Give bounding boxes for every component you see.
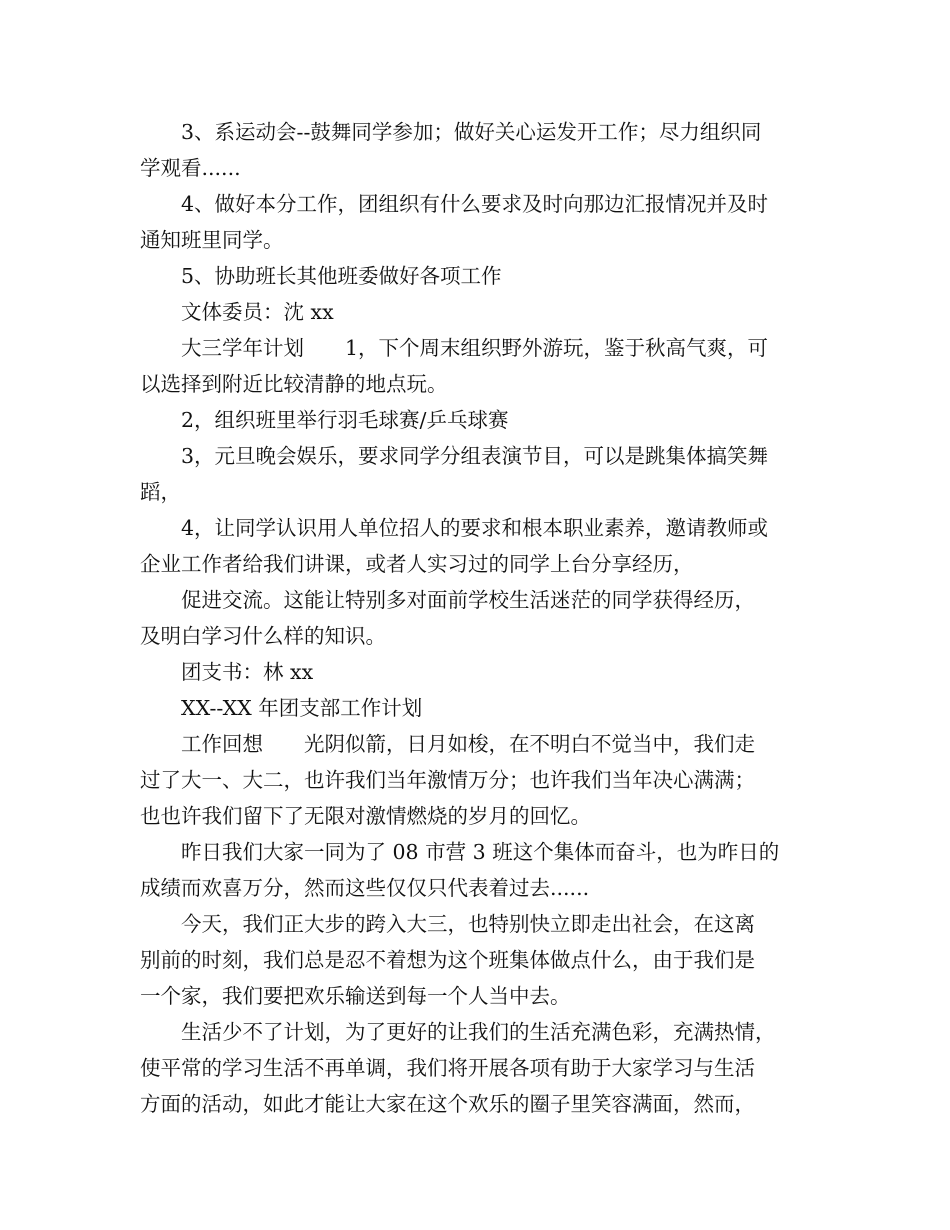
text-line: 生活少不了计划，为了更好的让我们的生活充满色彩，充满热情， [181,1020,776,1044]
document-body [140,114,820,1122]
text-line: 一个家，我们要把欢乐输送到每一个人当中去。 [140,984,571,1008]
text-line: 别前的时刻，我们总是忍不着想为这个班集体做点什么，由于我们是 [140,948,755,972]
paragraph [140,510,820,582]
text-line: 大三学年计划 1，下个周末组织野外游玩，鉴于秋高气爽，可 [181,336,769,360]
text-line: 促进交流。这能让特别多对面前学校生活迷茫的同学获得经历， [181,588,755,612]
text-line: 5、协助班长其他班委做好各项工作 [181,264,502,288]
text-line: 过了大一、大二，也许我们当年激情万分；也许我们当年决心满满； [140,768,755,792]
paragraph [140,330,820,402]
text-line: 也也许我们留下了无限对激情燃烧的岁月的回忆。 [140,804,591,828]
text-line: 以选择到附近比较清静的地点玩。 [140,372,448,396]
text-line: 2，组织班里举行羽毛球赛/乒乓球赛 [181,408,509,432]
paragraph [140,582,820,654]
paragraph [140,726,820,834]
text-line: 工作回想 光阴似箭，日月如梭，在不明白不觉当中，我们走 [181,732,755,756]
paragraph [140,690,820,726]
paragraph [140,1014,820,1122]
paragraph [140,402,820,438]
text-line: 及明白学习什么样的知识。 [140,624,386,648]
paragraph [140,186,820,258]
paragraph [140,654,820,690]
text-line: 学观看...... [140,156,241,180]
text-line: 企业工作者给我们讲课，或者人实习过的同学上台分享经历， [140,552,694,576]
paragraph [140,258,820,294]
paragraph [140,906,820,1014]
paragraph [140,438,820,510]
text-line: 文体委员：沈 xx [181,300,334,324]
text-line: 使平常的学习生活不再单调，我们将开展各项有助于大家学习与生活 [140,1056,755,1080]
text-line: 方面的活动，如此才能让大家在这个欢乐的圈子里笑容满面，然而， [140,1092,755,1116]
paragraph [140,294,820,330]
text-line: 团支书：林 xx [181,660,314,684]
text-line: 昨日我们大家一同为了 08 市营 3 班这个集体而奋斗，也为昨日的 [181,840,780,864]
text-line: XX--XX 年团支部工作计划 [181,696,423,720]
text-line: 通知班里同学。 [140,228,284,252]
text-line: 4，让同学认识用人单位招人的要求和根本职业素养，邀请教师或 [181,516,769,540]
paragraph [140,114,820,186]
text-line: 3、系运动会--鼓舞同学参加；做好关心运发开工作；尽力组织同 [181,120,762,144]
text-line: 蹈， [140,480,181,504]
paragraph [140,834,820,906]
text-line: 4、做好本分工作，团组织有什么要求及时向那边汇报情况并及时 [181,192,769,216]
text-line: 成绩而欢喜万分，然而这些仅仅只代表着过去...... [140,876,590,900]
text-line: 今天，我们正大步的跨入大三，也特别快立即走出社会，在这离 [181,912,755,936]
text-line: 3，元旦晚会娱乐，要求同学分组表演节目，可以是跳集体搞笑舞 [181,444,769,468]
